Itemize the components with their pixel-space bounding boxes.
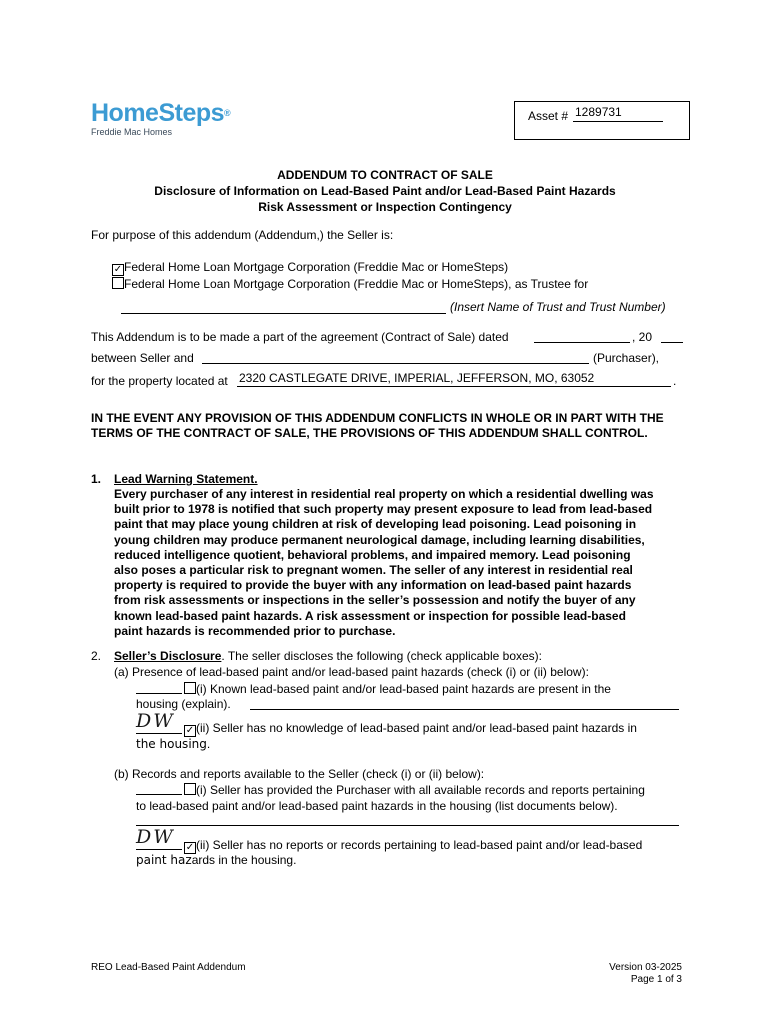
warning-line: known lead-based paint hazards. A risk assessment or inspection for possible lead-based — [114, 608, 626, 623]
option-a-ii-label: (ii) Seller has no knowledge of lead-based paint and/or lead-based paint hazards in — [196, 721, 637, 735]
logo-subtitle: Freddie Mac Homes — [91, 127, 173, 137]
handwritten-fill: paint haz — [136, 853, 192, 867]
section-2-heading-line — [114, 649, 542, 664]
warning-line: Every purchaser of any interest in residential real property on which a residential dwelling was — [114, 487, 654, 501]
lead-warning-statement — [114, 487, 679, 639]
intro-text: For purpose of this addendum (Addendum,) the Seller is: — [91, 228, 394, 242]
footer-doc-name: REO Lead-Based Paint Addendum — [91, 962, 246, 973]
asset-number[interactable]: 1289731 — [575, 105, 622, 119]
doc-subtitle-2: Risk Assessment or Inspection Contingency — [258, 200, 512, 214]
asset-label: Asset # — [528, 109, 569, 123]
option-b-i — [184, 783, 645, 798]
trust-name-field[interactable] — [121, 313, 446, 314]
option-a-ii-continued — [136, 737, 210, 752]
part-b-label: (b) Records and reports available to the Seller (check (i) or (ii) below): — [114, 767, 485, 781]
warning-line: from risk assessments or inspections in the seller’s possession and notify the buyer of any — [114, 593, 636, 608]
option-a-ii — [184, 721, 637, 737]
warning-line: property is required to provide the buyer with any information on lead-based paint hazards — [114, 578, 632, 593]
option-a-i-continued: housing (explain). — [136, 697, 231, 711]
option-b-ii-tail: ards in the housing. — [191, 853, 297, 867]
initials-a-ii-underline — [136, 733, 182, 734]
seller-option-freddie — [112, 260, 508, 276]
option-b-i-continued: to lead-based paint and/or lead-based paint hazards in the housing (list documents below). — [136, 799, 618, 813]
checkbox-trustee[interactable] — [112, 277, 124, 289]
initials-b-ii-underline — [136, 849, 182, 850]
property-address[interactable]: 2320 CASTLEGATE DRIVE, IMPERIAL, JEFFERSON, MO, 63052 — [239, 371, 595, 385]
initials-b-ii: DW — [136, 826, 175, 848]
initials-b-i-field[interactable] — [136, 794, 182, 795]
seller-option-label: Federal Home Loan Mortgage Corporation (Freddie Mac or HomeSteps), as Trustee for — [124, 277, 589, 291]
documents-list-field[interactable] — [136, 825, 679, 826]
checkbox-freddie[interactable]: ✓ — [113, 264, 123, 275]
property-label: for the property located at — [91, 374, 228, 388]
option-a-ii-tail: . — [206, 737, 211, 751]
doc-title: ADDENDUM TO CONTRACT OF SALE — [277, 168, 493, 182]
homesteps-logo — [91, 100, 230, 137]
handwritten-fill: the housing — [136, 737, 207, 751]
purchaser-field[interactable] — [202, 363, 589, 364]
section-1-number: 1. — [91, 472, 102, 486]
warning-line: built prior to 1978 is notified that such property may present exposure to lead from lead-based — [114, 502, 653, 517]
seller-option-label: Federal Home Loan Mortgage Corporation (Freddie Mac or HomeSteps) — [124, 260, 509, 274]
warning-line: young children may produce permanent neurological damage, including learning disabilities, — [114, 532, 645, 547]
checkbox-b-ii[interactable]: ✓ — [185, 842, 195, 853]
property-underline — [237, 386, 671, 387]
initials-a-ii: DW — [136, 710, 175, 732]
logo-wordmark: HomeSteps — [91, 99, 225, 127]
purchaser-label: (Purchaser), — [593, 351, 660, 365]
footer-page-number: Page 1 of 3 — [630, 974, 682, 985]
checkbox-b-i[interactable] — [184, 783, 196, 795]
agreement-line-text: This Addendum is to be made a part of the agreement (Contract of Sale) dated — [91, 330, 509, 344]
option-b-ii-label: (ii) Seller has no reports or records pertaining to lead-based paint and/or lead-based — [196, 838, 643, 852]
option-a-i — [184, 682, 611, 697]
asset-box — [514, 101, 690, 140]
contract-date-field[interactable] — [534, 342, 630, 343]
option-b-ii — [184, 838, 642, 854]
part-a-label: (a) Presence of lead-based paint and/or lead-based paint hazards (check (i) or (ii) below): — [114, 665, 589, 679]
between-text: between Seller and — [91, 351, 194, 365]
section-2-number: 2. — [91, 649, 102, 663]
year-prefix: , 20 — [632, 330, 653, 344]
asset-underline — [573, 121, 663, 122]
contract-year-field[interactable] — [661, 342, 683, 343]
option-b-i-label: (i) Seller has provided the Purchaser with all available records and reports pertaining — [196, 783, 645, 797]
section-2-heading: Seller’s Disclosure — [114, 649, 222, 663]
option-b-ii-continued — [136, 853, 296, 868]
explain-field[interactable] — [250, 709, 679, 710]
property-period: . — [673, 374, 677, 388]
registered-mark: ® — [224, 108, 231, 118]
checkbox-a-i[interactable] — [184, 682, 196, 694]
trust-note: (Insert Name of Trust and Trust Number) — [450, 300, 666, 314]
conflict-notice: IN THE EVENT ANY PROVISION OF THIS ADDENDUM CONFLICTS IN WHOLE OR IN PART WITH THE TERMS OF THE CONTRACT OF SALE, THE PROVISIONS OF THIS ADDENDUM SHALL CONTROL. — [91, 411, 664, 441]
seller-option-trustee — [112, 277, 588, 292]
footer-version: Version 03-2025 — [609, 962, 682, 973]
option-a-i-label: (i) Known lead-based paint and/or lead-based paint hazards are present in the — [196, 682, 611, 696]
warning-line: reduced intelligence quotient, behavioral problems, and impaired memory. Lead poisoning — [114, 547, 631, 562]
section-1-heading: Lead Warning Statement. — [114, 472, 258, 486]
warning-line: paint hazards is recommended prior to purchase. — [114, 623, 396, 638]
checkbox-a-ii[interactable]: ✓ — [185, 725, 195, 736]
initials-a-i-field[interactable] — [136, 693, 182, 694]
section-2-intro: . The seller discloses the following (check applicable boxes): — [221, 649, 542, 663]
warning-line: paint that may place young children at risk of developing lead poisoning. Lead poisoning in — [114, 517, 637, 532]
warning-line: also poses a particular risk to pregnant women. The seller of any interest in residential real — [114, 563, 633, 578]
doc-subtitle-1: Disclosure of Information on Lead-Based Paint and/or Lead-Based Paint Hazards — [154, 184, 616, 198]
